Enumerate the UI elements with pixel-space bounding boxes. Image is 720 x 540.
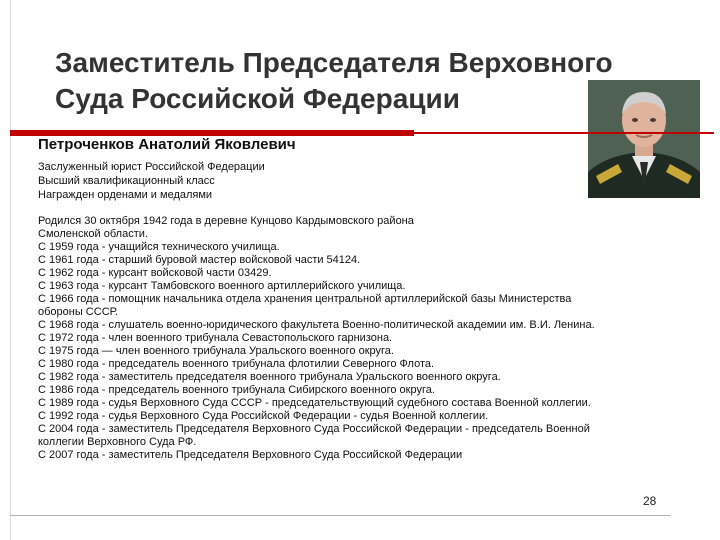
title-line-1: Заместитель Председателя Верховного: [55, 47, 613, 78]
biography-line: С 1975 года — член военного трибунала Уральского военного округа.: [38, 345, 394, 357]
biography-line: С 1980 года - председатель военного трибунала флотилии Северного Флота.: [38, 358, 435, 370]
biography-line: С 1982 года - заместитель председателя военного трибунала Уральского военного округа.: [38, 371, 501, 383]
biography-line: Смоленской области.: [38, 228, 148, 240]
biography-line: С 1962 года - курсант войсковой части 03429.: [38, 267, 272, 279]
page-number: 28: [643, 494, 657, 508]
biography-line: С 1966 года - помощник начальника отдела хранения центральной артиллерийской базы Министерства: [38, 293, 572, 305]
qualification-item: Заслуженный юрист Российской Федерации: [38, 161, 265, 173]
footer-divider: [10, 515, 670, 516]
biography-line: С 1959 года - учащийся технического училища.: [38, 241, 280, 253]
portrait-illustration: [588, 80, 700, 198]
qualification-item: Награжден орденами и медалями: [38, 189, 213, 201]
biography-line: С 1972 года - член военного трибунала Севастопольского гарнизона.: [38, 332, 393, 344]
person-name: Петроченков Анатолий Яковлевич: [38, 136, 296, 153]
biography-line: С 1961 года - старший буровой мастер войсковой части 54124.: [38, 254, 361, 266]
biography-line: Родился 30 октября 1942 года в деревне Кунцово Кардымовского района: [38, 215, 414, 227]
biography-text: [38, 215, 702, 462]
slide-title: [55, 45, 675, 117]
biography-line: С 2004 года - заместитель Председателя Верховного Суда Российской Федерации - председатель Военной: [38, 423, 590, 435]
qualifications-list: [38, 160, 265, 202]
biography-line: С 1968 года - слушатель военно-юридического факультета Военно-политической академии им. В.И. Ленина.: [38, 319, 595, 331]
biography-line: С 1992 года - судья Верховного Суда Российской Федерации - судья Военной коллегии.: [38, 410, 489, 422]
qualification-item: Высший квалификационный класс: [38, 175, 215, 187]
title-line-2: Суда Российской Федерации: [55, 83, 460, 114]
title-underline-thin: [414, 132, 714, 134]
biography-line: С 2007 года - заместитель Председателя Верховного Суда Российской Федерации: [38, 449, 463, 461]
biography-line: С 1989 года - судья Верховного Суда СССР - председательствующий судебного состава Военной коллегии.: [38, 397, 591, 409]
left-divider: [10, 0, 11, 540]
biography-line: С 1986 года - председатель военного трибунала Сибирского военного округа.: [38, 384, 435, 396]
biography-line: коллегии Верховного Суда РФ.: [38, 436, 197, 448]
biography-line: обороны СССР.: [38, 306, 118, 318]
biography-line: С 1963 года - курсант Тамбовского военного артиллерийского училища.: [38, 280, 406, 292]
portrait-photo: [588, 80, 700, 198]
